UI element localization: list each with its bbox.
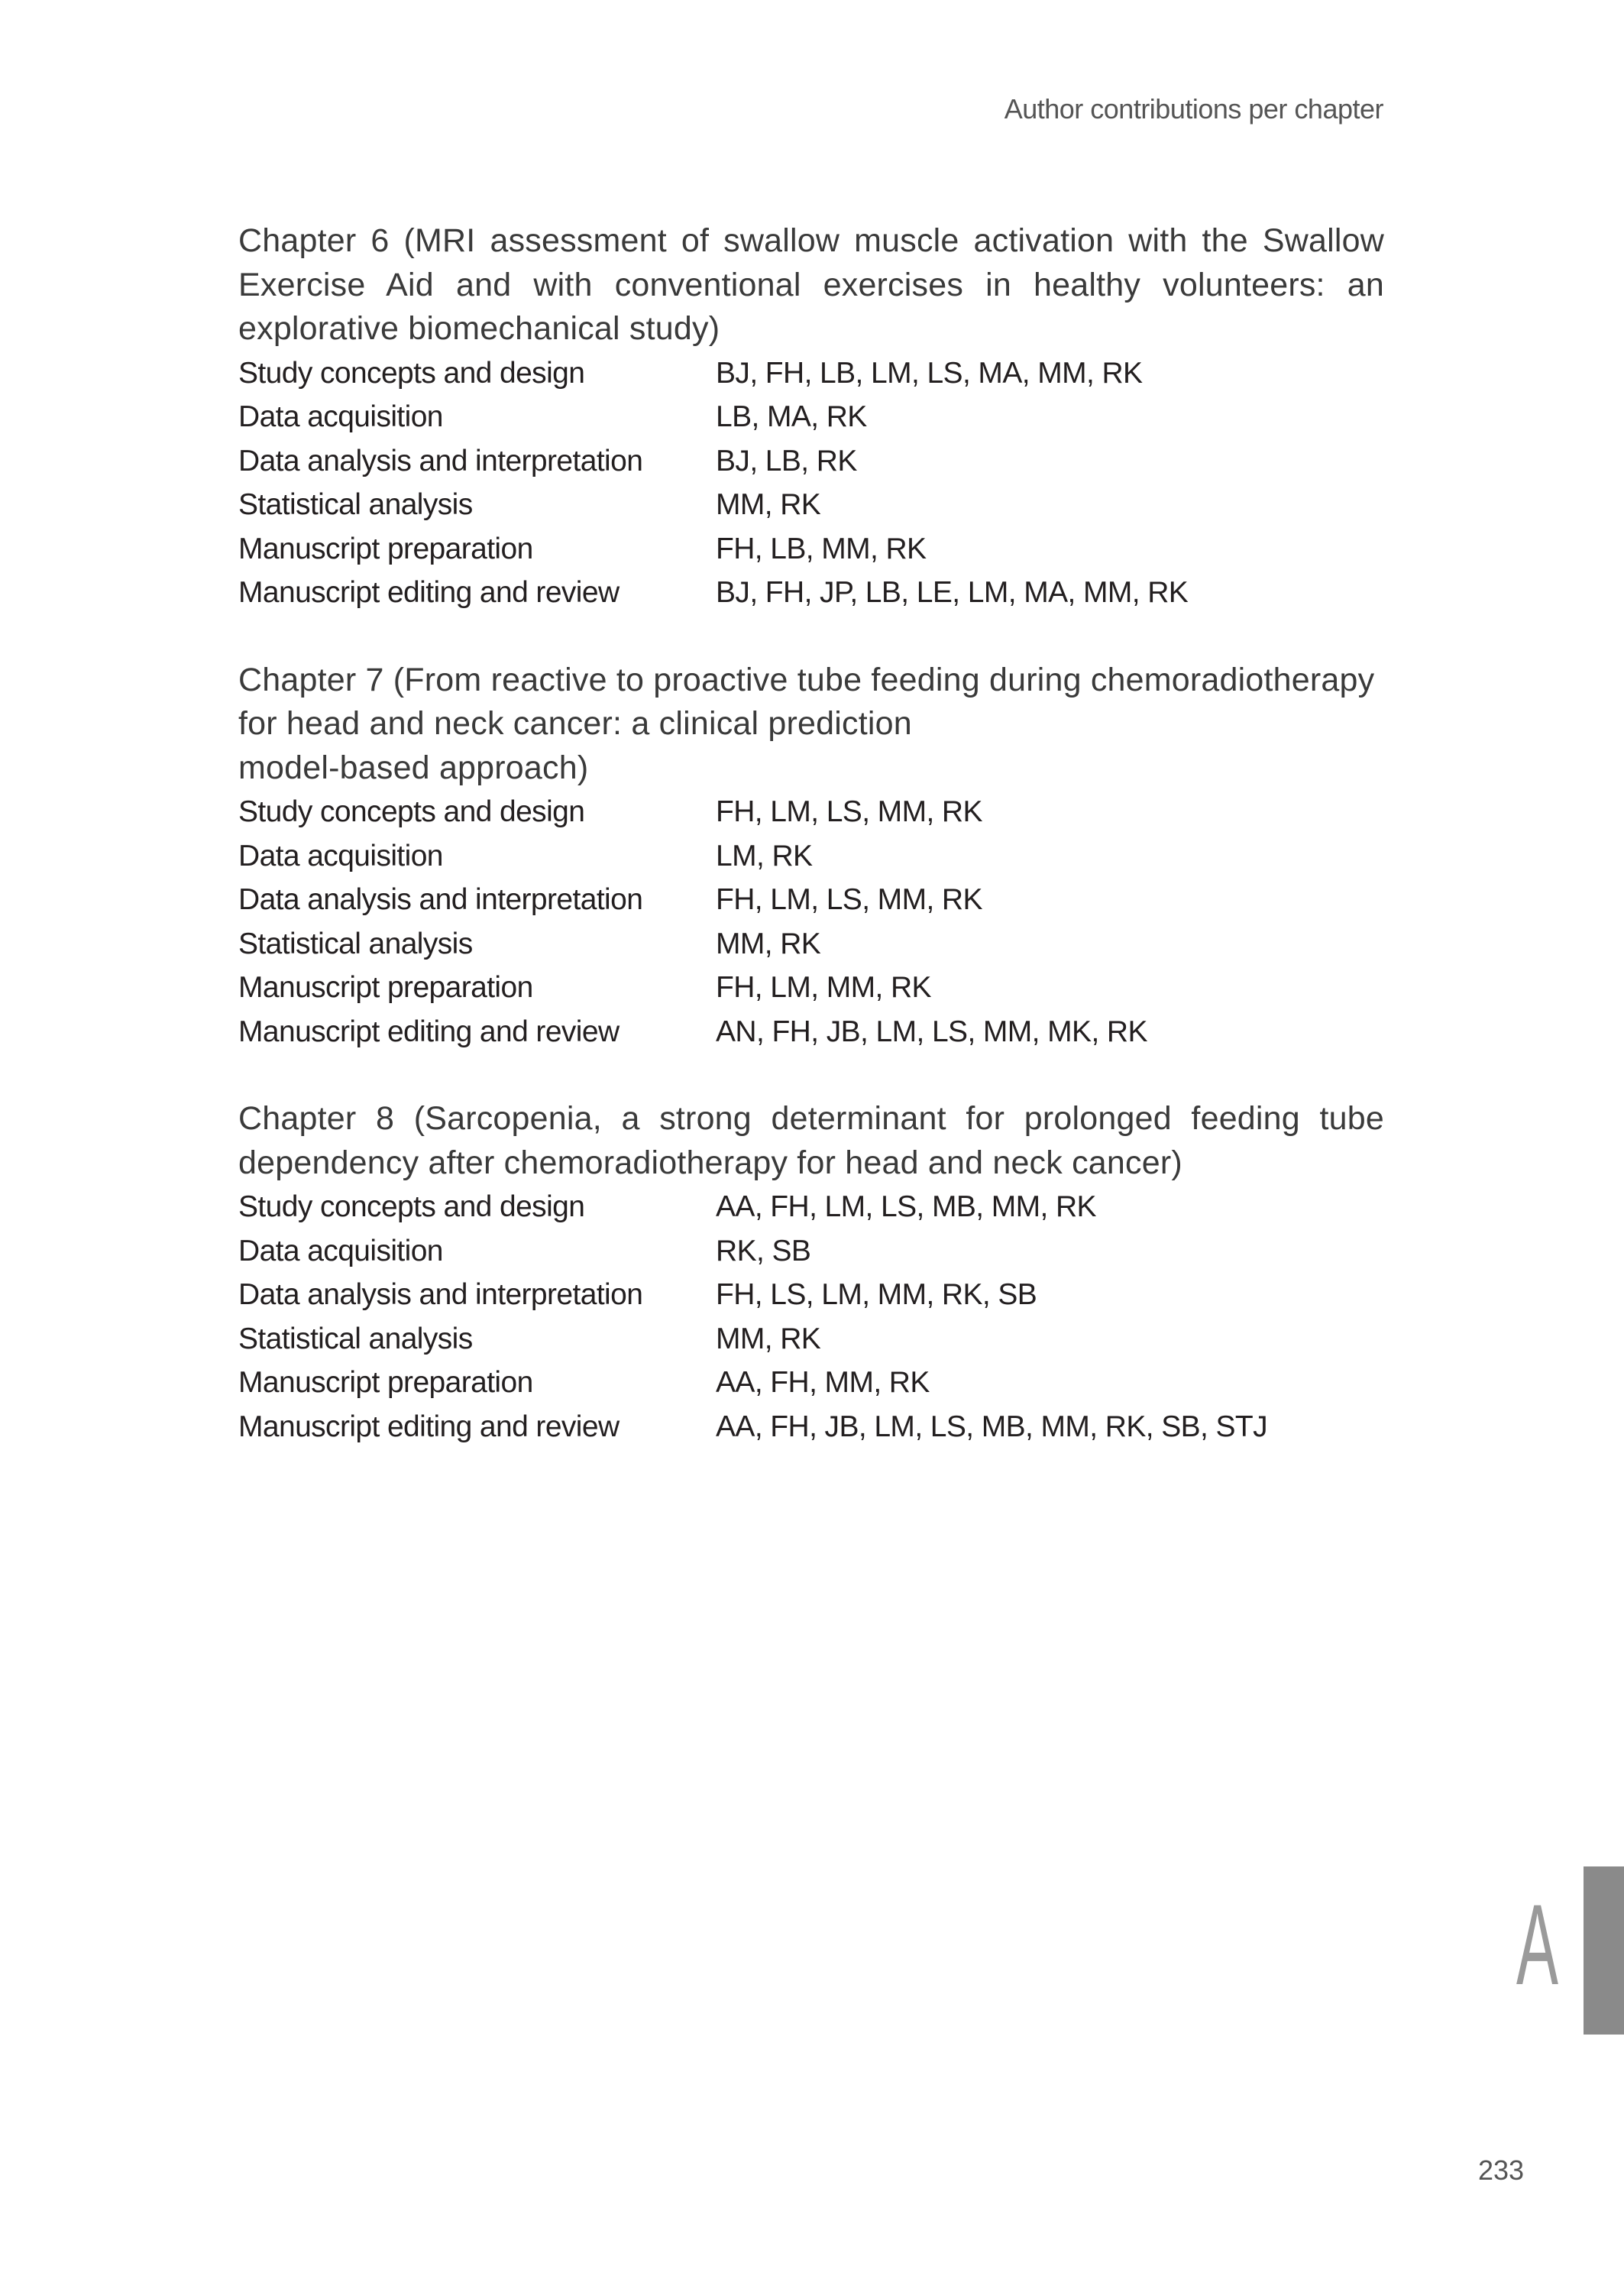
contribution-authors: AA, FH, LM, LS, MB, MM, RK: [716, 1190, 1096, 1223]
contribution-label: Data acquisition: [238, 839, 443, 872]
contribution-label: Manuscript editing and review: [238, 1015, 620, 1048]
contribution-row: [238, 966, 1384, 1010]
contribution-authors: RK, SB: [716, 1234, 811, 1267]
contribution-authors: FH, LM, MM, RK: [716, 971, 931, 1004]
contribution-label: Manuscript preparation: [238, 532, 533, 565]
chapter-6-section: [238, 219, 1384, 615]
contribution-label: Manuscript editing and review: [238, 576, 620, 609]
contribution-row: [238, 1405, 1384, 1449]
contribution-authors: LB, MA, RK: [716, 400, 867, 433]
contribution-label: Manuscript preparation: [238, 971, 533, 1004]
contribution-row: [238, 395, 1384, 439]
contribution-row: [238, 1273, 1384, 1317]
chapter-7-title-line: model-based approach): [238, 749, 589, 786]
contribution-label: Data acquisition: [238, 400, 443, 433]
contribution-label: Data analysis and interpretation: [238, 883, 643, 916]
page-number: 233: [1478, 2154, 1525, 2186]
document-body: [238, 219, 1384, 1492]
chapter-7-title: [238, 659, 1384, 791]
contribution-row: [238, 1010, 1384, 1054]
contribution-row: [238, 1317, 1384, 1361]
contribution-label: Manuscript editing and review: [238, 1410, 620, 1443]
contribution-authors: AN, FH, JB, LM, LS, MM, MK, RK: [716, 1015, 1147, 1048]
contribution-label: Statistical analysis: [238, 488, 473, 521]
chapter-7-contributions: [238, 790, 1384, 1054]
contribution-label: Study concepts and design: [238, 1190, 585, 1223]
contribution-label: Study concepts and design: [238, 795, 585, 828]
chapter-8-section: [238, 1097, 1384, 1449]
contribution-row: [238, 922, 1384, 966]
contribution-row: [238, 527, 1384, 571]
chapter-7-title-line: for head and neck cancer: a clinical prediction: [238, 705, 912, 742]
contribution-label: Manuscript preparation: [238, 1366, 533, 1399]
running-header: Author contributions per chapter: [1004, 93, 1383, 125]
contribution-authors: BJ, LB, RK: [716, 444, 857, 478]
contribution-label: Statistical analysis: [238, 1322, 473, 1355]
contribution-label: Data acquisition: [238, 1234, 443, 1267]
contribution-row: [238, 878, 1384, 922]
contribution-row: [238, 1229, 1384, 1274]
appendix-thumb-tab: [1584, 1866, 1624, 2035]
contribution-row: [238, 1361, 1384, 1405]
contribution-row: [238, 439, 1384, 484]
appendix-letter: A: [1516, 1880, 1559, 2009]
contribution-authors: AA, FH, JB, LM, LS, MB, MM, RK, SB, STJ: [716, 1410, 1268, 1443]
contribution-authors: BJ, FH, JP, LB, LE, LM, MA, MM, RK: [716, 576, 1189, 609]
contribution-label: Data analysis and interpretation: [238, 1278, 643, 1311]
contribution-label: Study concepts and design: [238, 356, 585, 390]
contribution-authors: MM, RK: [716, 1322, 821, 1355]
contribution-row: [238, 790, 1384, 834]
contribution-authors: FH, LB, MM, RK: [716, 532, 927, 565]
chapter-8-title: Chapter 8 (Sarcopenia, a strong determinant for prolonged feeding tube dependency after chemoradiotherapy for head and neck cancer): [238, 1100, 1384, 1181]
contribution-row: [238, 571, 1384, 615]
contribution-authors: MM, RK: [716, 927, 821, 960]
chapter-7-section: [238, 659, 1384, 1054]
contribution-authors: FH, LM, LS, MM, RK: [716, 795, 982, 828]
chapter-7-title-line: Chapter 7 (From reactive to proactive tube feeding during chemoradiotherapy: [238, 661, 1375, 698]
contribution-authors: BJ, FH, LB, LM, LS, MA, MM, RK: [716, 356, 1143, 390]
chapter-6-contributions: [238, 351, 1384, 615]
contribution-authors: FH, LS, LM, MM, RK, SB: [716, 1278, 1037, 1311]
contribution-authors: MM, RK: [716, 488, 821, 521]
contribution-row: [238, 483, 1384, 527]
contribution-authors: AA, FH, MM, RK: [716, 1366, 930, 1399]
chapter-8-contributions: [238, 1185, 1384, 1449]
contribution-authors: LM, RK: [716, 839, 813, 872]
contribution-row: [238, 834, 1384, 879]
chapter-6-title: Chapter 6 (MRI assessment of swallow muscle activation with the Swallow Exercise Aid and with conventional exercises in healthy volunteers: an explorative biomechanical study): [238, 222, 1384, 347]
contribution-authors: FH, LM, LS, MM, RK: [716, 883, 982, 916]
contribution-row: [238, 351, 1384, 396]
contribution-row: [238, 1185, 1384, 1229]
contribution-label: Data analysis and interpretation: [238, 444, 643, 478]
contribution-label: Statistical analysis: [238, 927, 473, 960]
